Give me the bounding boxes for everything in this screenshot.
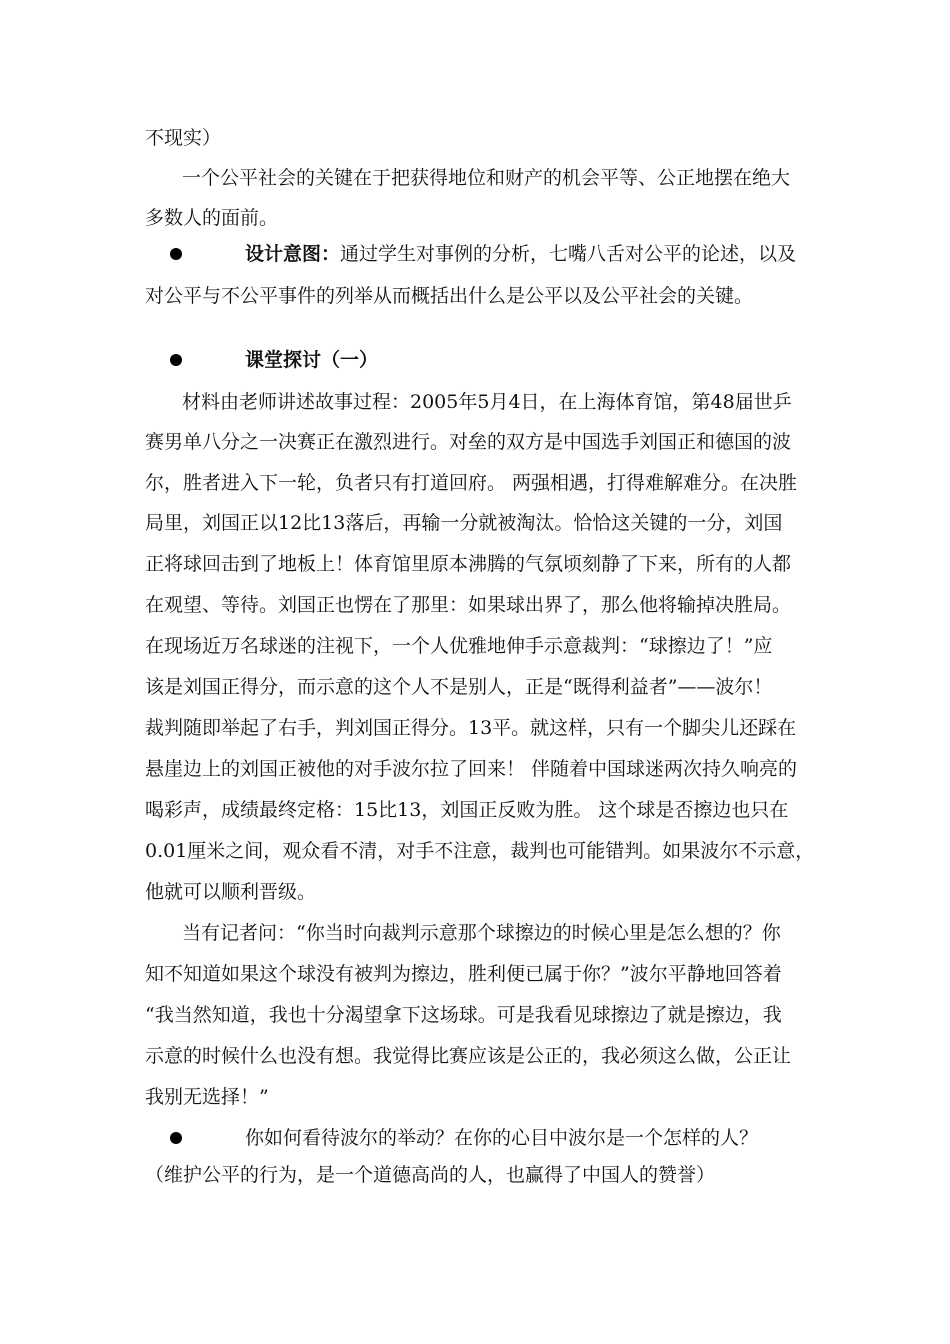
bullet-icon: [170, 354, 182, 366]
text-line: 悬崖边上的刘国正被他的对手波尔拉了回来！ 伴随着中国球迷两次持久响亮的: [145, 758, 798, 780]
text-line: 示意的时候什么也没有想。我觉得比赛应该是公正的，我必须这么做，公正让: [145, 1045, 792, 1067]
text-line: 尔，胜者进入下一轮，负者只有打道回府。 两强相遇，打得难解难分。在决胜: [145, 472, 798, 494]
text-line: 对公平与不公平事件的列举从而概括出什么是公平以及公平社会的关键。: [145, 285, 754, 307]
text-line: 在现场近万名球迷的注视下，一个人优雅地伸手示意裁判：“球擦边了！”应: [145, 635, 773, 657]
answer-line: （维护公平的行为，是一个道德高尚的人，也赢得了中国人的赞誉）: [145, 1164, 716, 1186]
design-intent-line: [245, 242, 796, 266]
design-intent-text: 通过学生对事例的分析，七嘴八舌对公平的论述，以及: [340, 243, 797, 265]
text-line: 当有记者问：“你当时向裁判示意那个球擦边的时候心里是怎么想的？你: [182, 922, 781, 944]
text-line: 正将球回击到了地板上！体育馆里原本沸腾的气氛顷刻静了下来，所有的人都: [145, 553, 792, 575]
text-line: 裁判随即举起了右手，判刘国正得分。13平。就这样，只有一个脚尖儿还踩在: [145, 717, 797, 739]
text-line: 局里，刘国正以12比13落后，再输一分就被淘汰。恰恰这关键的一分，刘国: [145, 512, 783, 534]
question-line: 你如何看待波尔的举动？在你的心目中波尔是一个怎样的人？: [245, 1127, 759, 1149]
text-line: 知不知道如果这个球没有被判为擦边，胜利便已属于你？”波尔平静地回答着: [145, 963, 782, 985]
text-line: 一个公平社会的关键在于把获得地位和财产的机会平等、公正地摆在绝大: [182, 167, 791, 189]
text-line: 他就可以顺利晋级。: [145, 881, 317, 903]
text-line: 喝彩声，成绩最终定格：15比13，刘国正反败为胜。 这个球是否擦边也只在: [145, 799, 789, 821]
text-line: 该是刘国正得分，而示意的这个人不是别人，正是“既得利益者”——波尔！: [145, 676, 773, 698]
design-intent-label: 设计意图：: [245, 243, 341, 265]
text-line: “我当然知道，我也十分渴望拿下这场球。可是我看见球擦边了就是擦边，我: [145, 1004, 782, 1026]
text-line: 材料由老师讲述故事过程：2005年5月4日，在上海体育馆，第48届世乒: [182, 391, 792, 413]
bullet-icon: [170, 1132, 182, 1144]
text-line: 赛男单八分之一决赛正在激烈进行。对垒的双方是中国选手刘国正和德国的波: [145, 431, 792, 453]
text-line: 我别无选择！”: [145, 1086, 269, 1108]
section-title: 课堂探讨（一）: [245, 349, 379, 371]
text-line: 0.01厘米之间，观众看不清，对手不注意，裁判也可能错判。如果波尔不示意，: [145, 840, 815, 862]
text-line: 多数人的面前。: [145, 207, 279, 229]
text-line: 不现实）: [145, 127, 222, 149]
bullet-icon: [170, 248, 182, 260]
text-line: 在观望、等待。刘国正也愣在了那里：如果球出界了，那么他将输掉决胜局。: [145, 594, 792, 616]
